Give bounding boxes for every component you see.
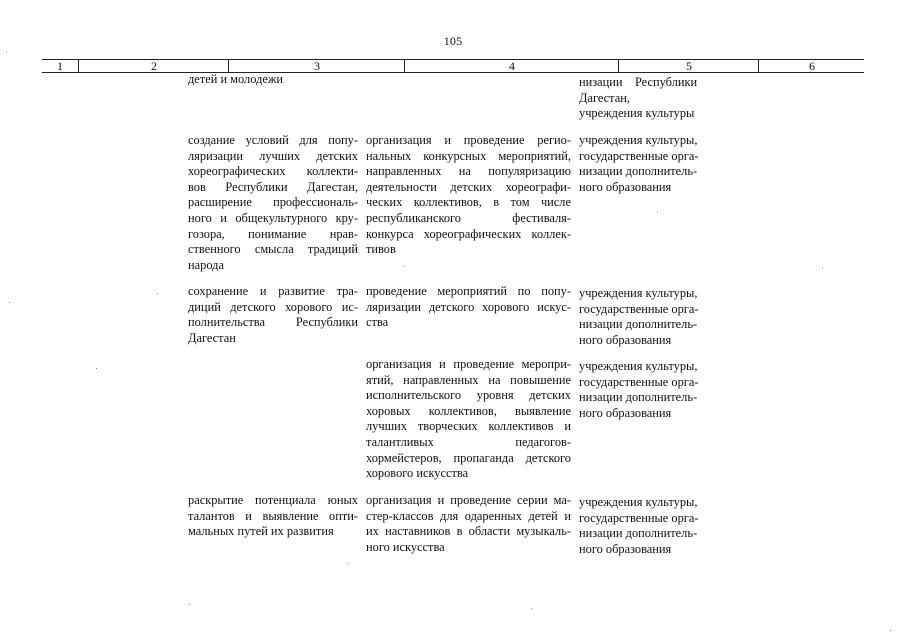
text-line: государственные орга- [579, 374, 699, 389]
table-row-4-col4 [366, 493, 571, 555]
text-line: низации дополнитель- [579, 317, 698, 332]
text-line: Дагестан, [579, 90, 630, 105]
column-number-3: 3 [228, 60, 405, 72]
column-number-5: 5 [618, 60, 759, 72]
text-line: мальных путей их развития [188, 524, 334, 539]
text-line: гозора, понимание нрав- [188, 226, 358, 241]
text-line: низации Республики [579, 75, 698, 89]
scan-speck [657, 212, 658, 213]
text-line: детей и молодежи [188, 72, 284, 86]
text-line: проведение мероприятий по попу- [366, 284, 571, 298]
text-line: нальных конкурсных мероприятий, [366, 148, 571, 163]
text-line: расширение профессиональ- [188, 195, 358, 210]
page-number: 105 [443, 34, 463, 48]
text-line: ятий, направленных на повышение [366, 372, 571, 387]
table-row-3-col5 [579, 359, 713, 421]
text-line: ляризации детского хорового искус- [366, 299, 571, 314]
text-line: конкурса хореографических коллек- [366, 226, 571, 241]
text-line: организация и проведение меропри- [366, 357, 571, 371]
text-line: учреждения культуры, [579, 495, 698, 509]
table-column-number-row [42, 59, 864, 73]
scan-speck [96, 368, 97, 369]
table-row-1-col4 [366, 133, 571, 258]
text-line: ства [366, 315, 389, 330]
text-line: низации дополнитель- [579, 164, 698, 179]
text-line: учреждения культуры, [579, 359, 698, 373]
text-line: ного и общекультурного кру- [188, 210, 358, 225]
text-line: государственные орга- [579, 510, 699, 525]
text-line: ного образования [579, 332, 672, 347]
table-row-1-col5 [579, 133, 713, 195]
table-row-0-col5 [579, 75, 713, 122]
text-line: учреждения культуры [579, 106, 695, 121]
text-line: народа [188, 257, 224, 272]
text-line: хореографических коллекти- [188, 164, 358, 179]
table-row-4-col3 [188, 493, 358, 540]
text-line: организация и проведение регио- [366, 133, 571, 147]
scan-speck [157, 293, 158, 294]
text-line: хормейстеров, пропаганда детского [366, 450, 571, 465]
table-row-3-col4 [366, 357, 571, 482]
text-line: ственного смысла традиций [188, 242, 358, 257]
scan-speck [6, 52, 7, 53]
column-number-4: 4 [404, 60, 619, 72]
text-line: хорового искусства [366, 466, 469, 481]
text-line: ного образования [579, 405, 672, 420]
text-line: низации дополнитель- [579, 526, 698, 541]
text-line: раскрытие потенциала юных [188, 493, 358, 507]
table-row-2-col4 [366, 284, 571, 331]
text-line: тивов [366, 242, 396, 257]
text-line: исполнительского уровня детских [366, 388, 571, 403]
scan-speck [531, 608, 532, 609]
text-line: деятельности детских хореографи- [366, 179, 571, 194]
text-line: полнительства Республики [188, 315, 358, 330]
table-row-0-col3 [188, 72, 358, 88]
text-line: ческих коллективов, в том числе [366, 195, 571, 210]
scan-speck [404, 266, 405, 267]
column-number-2: 2 [78, 60, 229, 72]
text-line: республиканского фестиваля- [366, 210, 571, 225]
text-line: талантливых педагогов- [366, 434, 571, 449]
text-line: сохранение и развитие тра- [188, 284, 358, 298]
text-line: стер-классов для одаренных детей и [366, 508, 571, 523]
text-line: ного искусства [366, 539, 445, 554]
column-number-1: 1 [57, 59, 63, 73]
text-line: Дагестан [188, 330, 236, 345]
text-line: создание условий для попу- [188, 133, 358, 147]
text-line: низации дополнитель- [579, 390, 698, 405]
table-row-1-col3 [188, 133, 358, 273]
scan-speck [347, 563, 348, 564]
text-line: ляризации лучших детских [188, 148, 358, 163]
text-line: организация и проведение серии ма- [366, 493, 571, 507]
text-line: вов Республики Дагестан, [188, 179, 358, 194]
text-line: учреждения культуры, [579, 286, 698, 300]
scan-speck [9, 302, 10, 303]
text-line: талантов и выявление опти- [188, 508, 358, 523]
text-line: диций детского хорового ис- [188, 299, 358, 314]
text-line: направленных на популяризацию [366, 164, 571, 179]
table-row-4-col5 [579, 495, 713, 557]
text-line: ного образования [579, 179, 672, 194]
scan-speck [822, 268, 823, 269]
text-line: ного образования [579, 541, 672, 556]
scan-speck [189, 604, 190, 605]
text-line: хоровых коллективов, выявление [366, 403, 571, 418]
text-line: государственные орга- [579, 148, 699, 163]
column-number-6: 6 [758, 60, 865, 72]
text-line: лучших творческих коллективов и [366, 419, 571, 434]
scan-speck [890, 630, 891, 631]
text-line: их наставников в области музыкаль- [366, 524, 571, 539]
table-row-2-col5 [579, 286, 713, 348]
table-row-2-col3 [188, 284, 358, 346]
text-line: государственные орга- [579, 301, 699, 316]
text-line: учреждения культуры, [579, 133, 698, 147]
